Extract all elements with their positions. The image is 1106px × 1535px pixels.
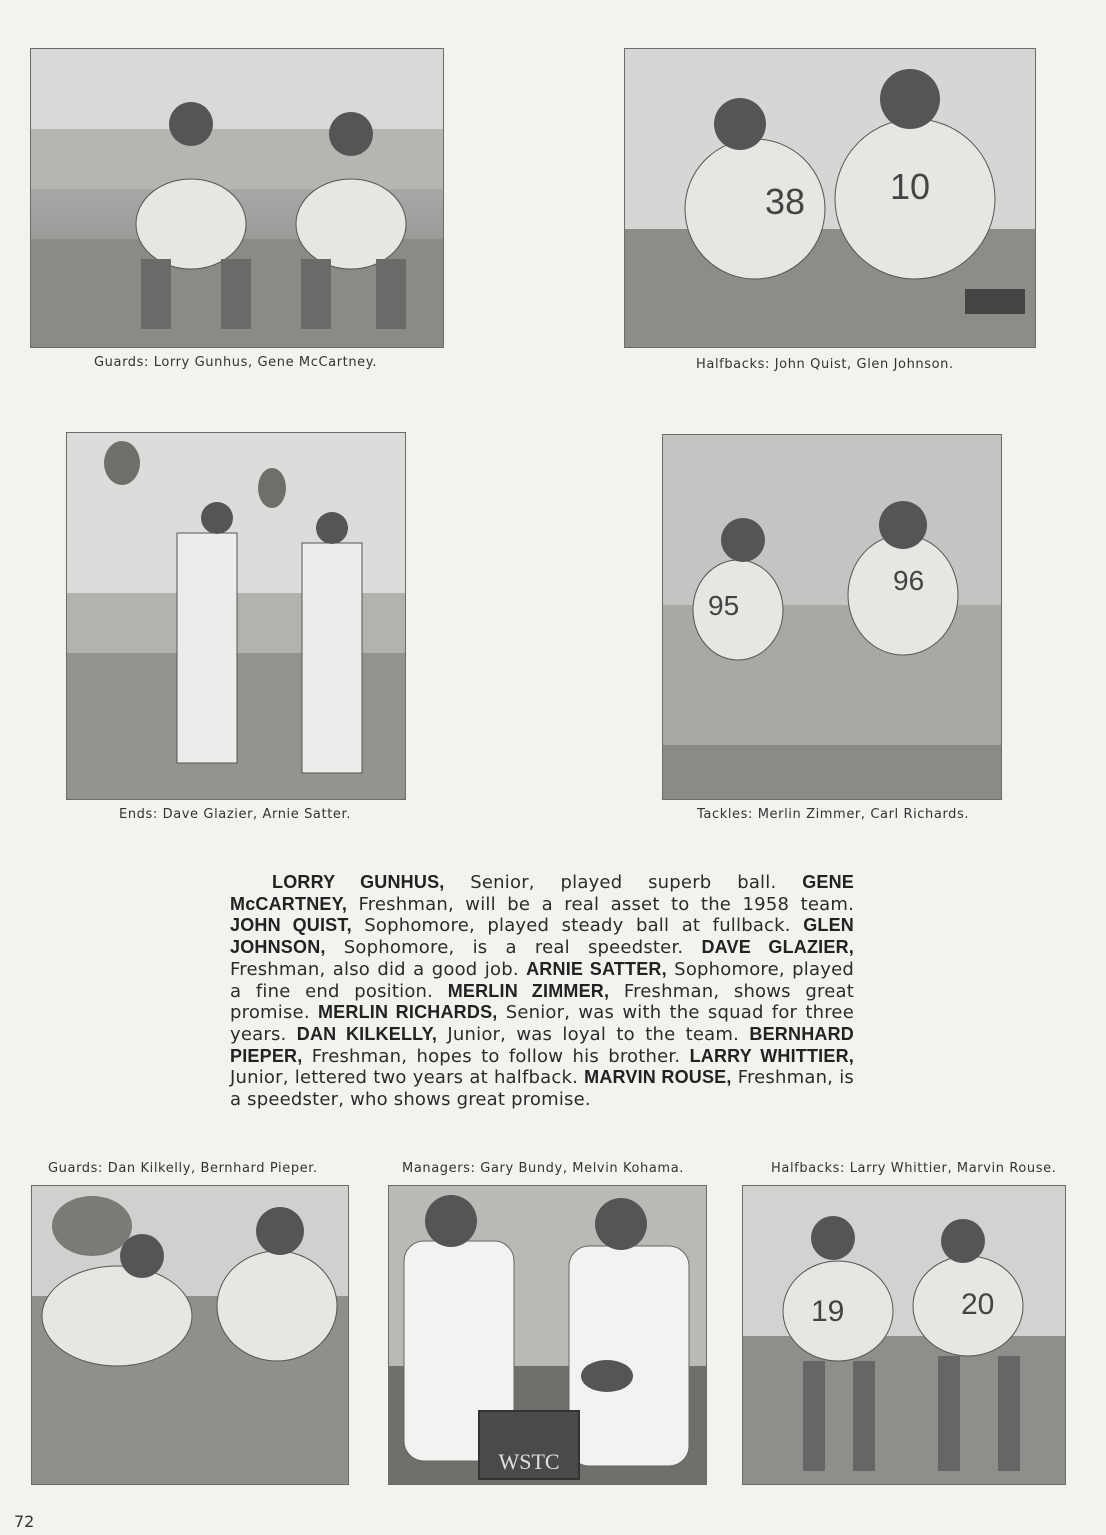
caption-tackles: Tackles: Merlin Zimmer, Carl Richards. — [697, 807, 970, 822]
jersey-number: 96 — [893, 565, 925, 596]
player-text: Freshman, shows great promise. — [230, 980, 854, 1024]
player-text: Junior, lettered two years at halfback. — [230, 1067, 585, 1089]
caption-guards-top: Guards: Lorry Gunhus, Gene McCartney. — [94, 355, 377, 370]
photo-halfbacks-whittier-rouse — [742, 1185, 1066, 1485]
player-name: LORRY GUNHUS, — [272, 872, 445, 892]
caption-halfbacks-bottom: Halfbacks: Larry Whittier, Marvin Rouse. — [771, 1161, 1057, 1176]
player-name: GENE McCARTNEY, — [230, 872, 854, 914]
player-text: Freshman, also did a good job. — [230, 958, 527, 980]
player-text: Junior, was loyal to the team. — [437, 1023, 750, 1045]
player-text: Sophomore, played a fine end position. — [230, 958, 854, 1002]
player-name: JOHN QUIST, — [230, 915, 352, 936]
player-name: MERLIN RICHARDS, — [317, 1002, 498, 1023]
jersey-number: 95 — [708, 590, 740, 621]
jersey-number: 19 — [811, 1295, 845, 1328]
box-label: WSTC — [498, 1449, 560, 1474]
player-name: DAN KILKELLY, — [296, 1023, 438, 1044]
player-name: DAVE GLAZIER, — [701, 937, 854, 958]
player-text: Freshman, will be a real asset to the 1958 team. — [347, 893, 854, 915]
story-paragraph — [230, 872, 854, 1111]
photo-guards-gunhus-mccartney — [30, 48, 444, 348]
photo-guards-kilkelly-pieper — [31, 1185, 349, 1485]
photo-managers-bundy-kohama — [388, 1185, 707, 1485]
caption-halfbacks-top: Halfbacks: John Quist, Glen Johnson. — [696, 357, 954, 372]
page-number: 72 — [14, 1512, 35, 1531]
caption-managers: Managers: Gary Bundy, Melvin Kohama. — [402, 1161, 684, 1176]
player-text: Freshman, hopes to follow his brother. — [302, 1045, 690, 1067]
player-name: MARVIN ROUSE, — [584, 1067, 732, 1088]
player-name: GLEN JOHNSON, — [230, 915, 854, 958]
player-text: Sophomore, is a real speedster. — [325, 937, 702, 959]
player-text: Sophomore, played steady ball at fullback. — [351, 915, 804, 937]
photo-ends-glazier-satter — [66, 432, 406, 800]
caption-guards-bottom: Guards: Dan Kilkelly, Bernhard Pieper. — [48, 1161, 318, 1176]
player-name: ARNIE SATTER, — [526, 958, 667, 979]
player-name: BERNHARD PIEPER, — [230, 1023, 854, 1066]
jersey-number: 20 — [961, 1288, 995, 1321]
photo-tackles-zimmer-richards — [662, 434, 1002, 800]
player-text: Senior, was with the squad for three years. — [230, 1002, 854, 1045]
player-name: LARRY WHITTIER, — [689, 1045, 854, 1066]
jersey-number: 38 — [765, 181, 806, 222]
player-text: Freshman, is a speedster, who shows great promise. — [230, 1067, 854, 1111]
jersey-number: 10 — [890, 166, 931, 207]
photo-halfbacks-quist-johnson — [624, 48, 1036, 348]
player-text: Senior, played superb ball. — [444, 872, 803, 893]
caption-ends: Ends: Dave Glazier, Arnie Satter. — [119, 807, 351, 822]
player-name: MERLIN ZIMMER, — [447, 980, 610, 1001]
